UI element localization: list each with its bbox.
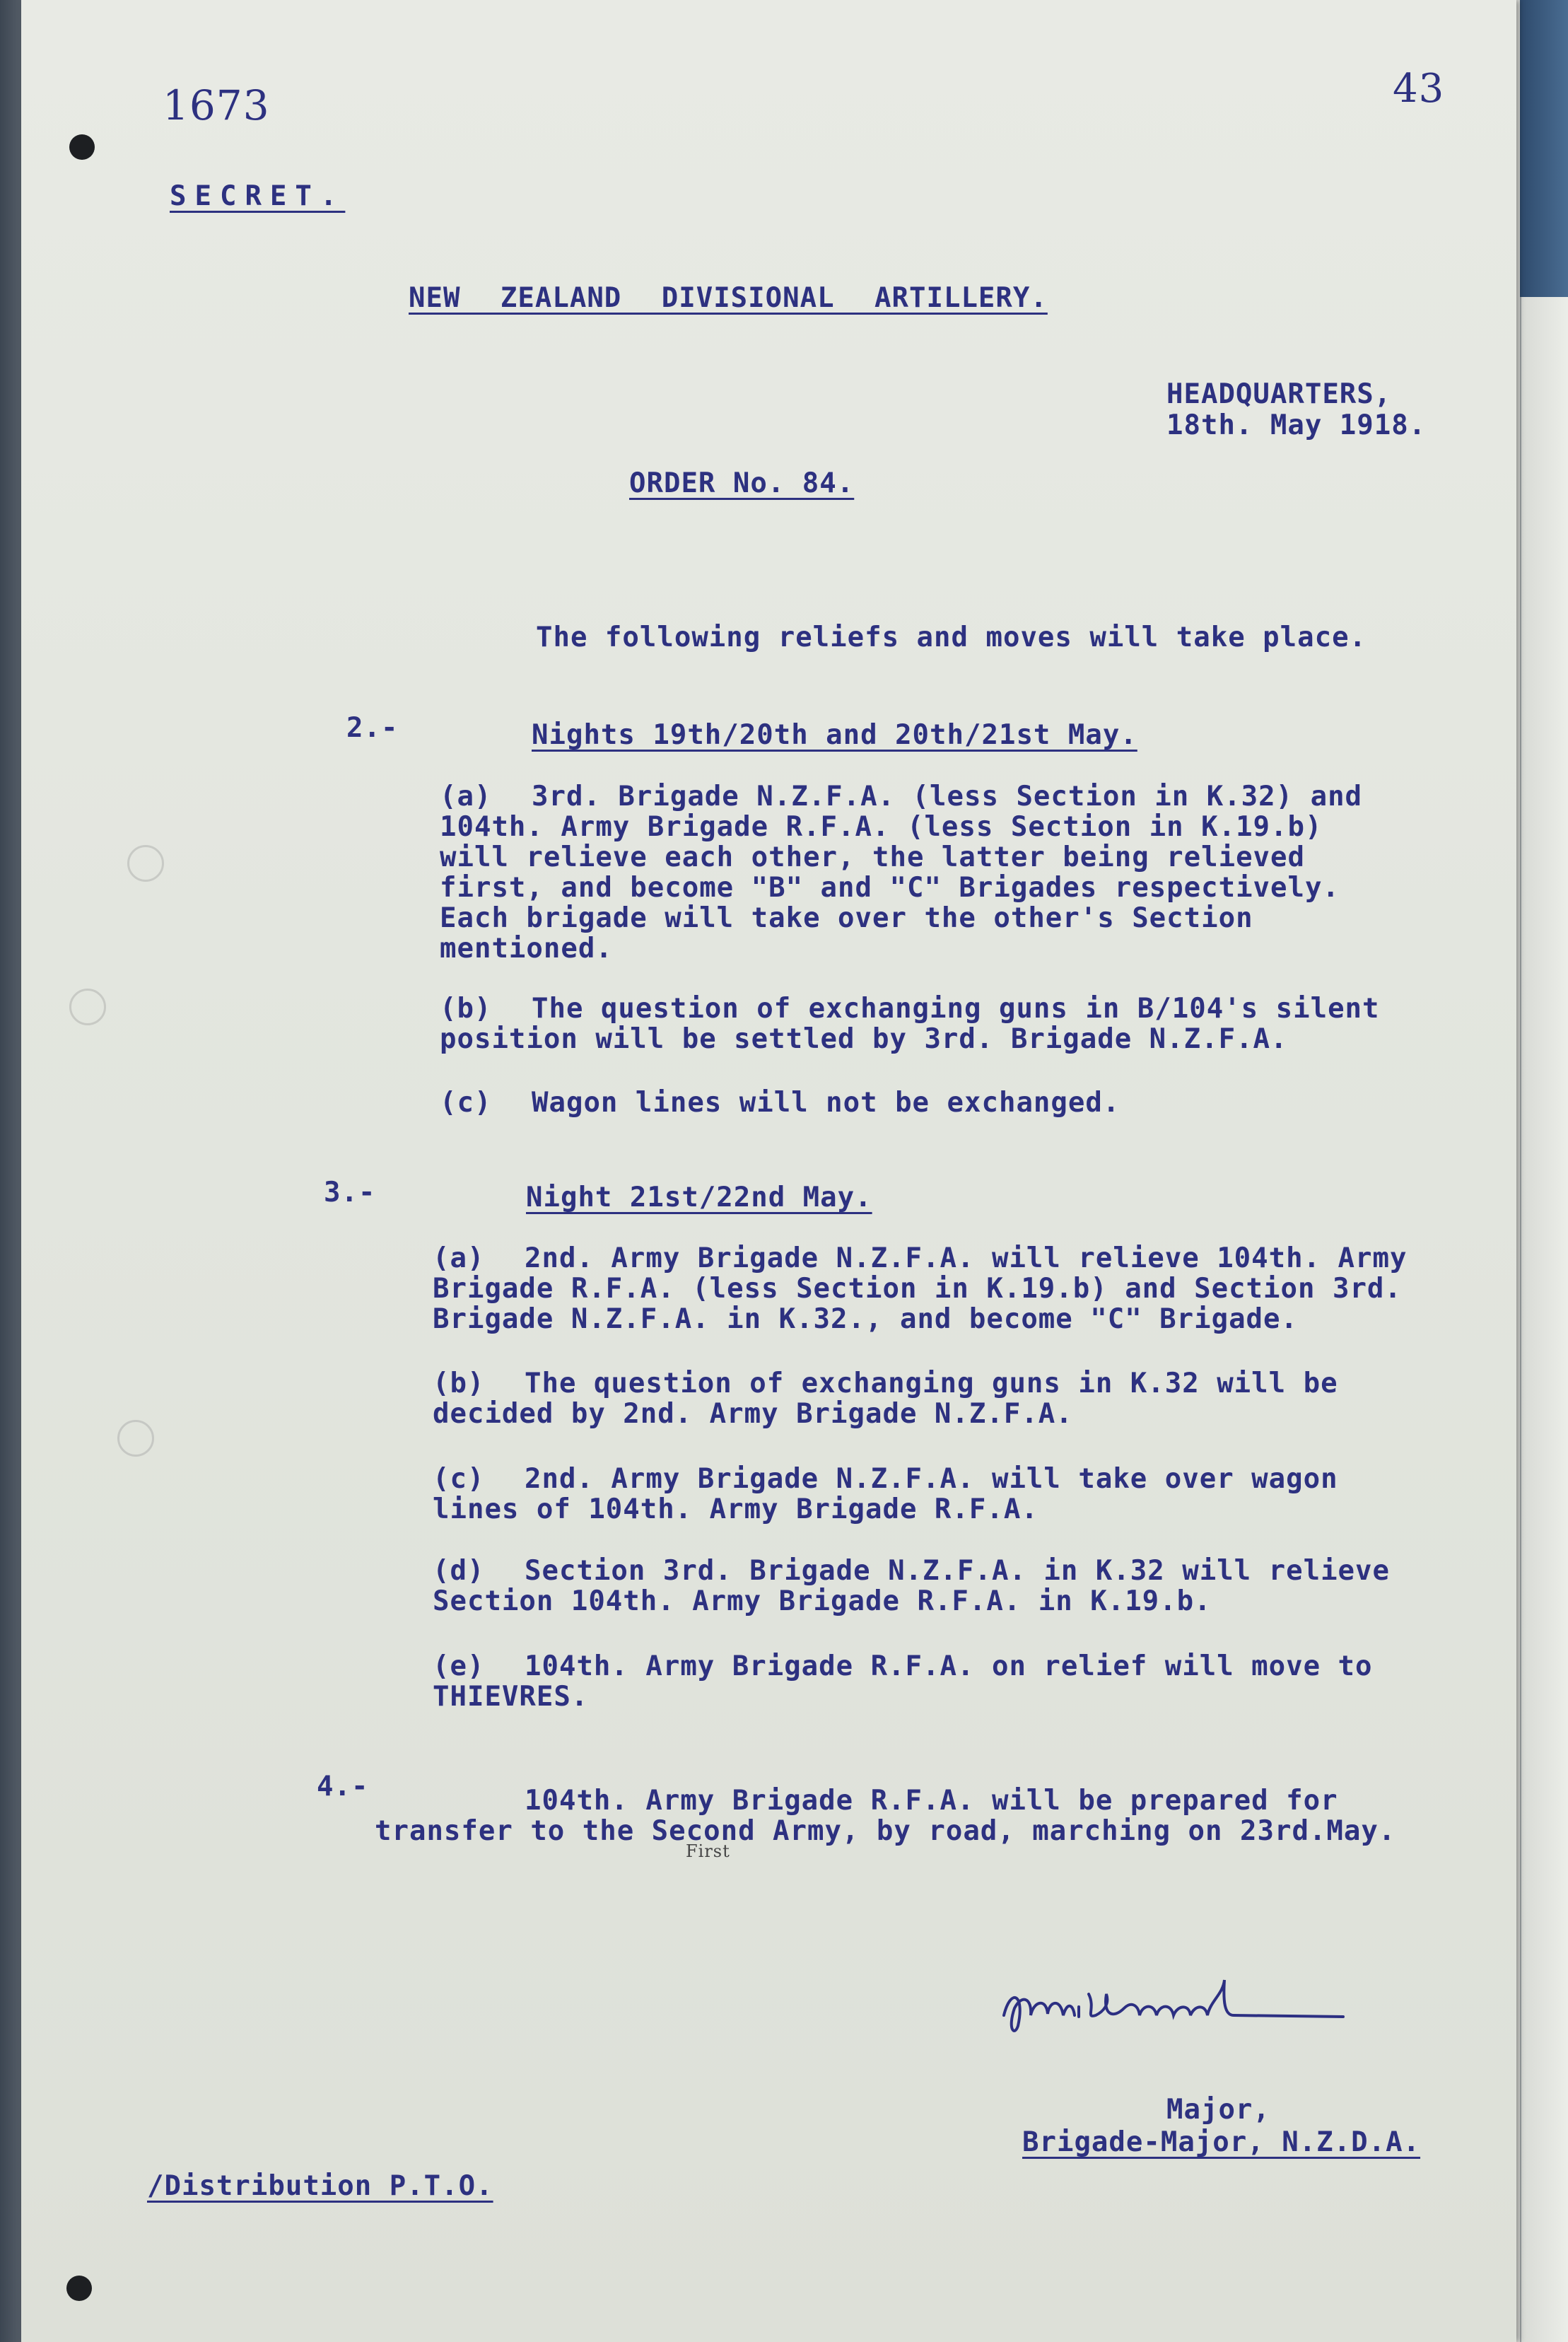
file-number: 1673 [163, 81, 270, 129]
item-text-line: 104th. Army Brigade R.F.A. on relief will move to [525, 1650, 1373, 1682]
item-text-line: 2nd. Army Brigade N.Z.F.A. will relieve 104th. Army [525, 1242, 1408, 1274]
punch-hole-shadow [117, 1420, 154, 1457]
item-text-line: 104th. Army Brigade R.F.A. will be prepared for [525, 1785, 1338, 1817]
unit-heading: NEW ZEALAND DIVISIONAL ARTILLERY. [409, 282, 1048, 314]
back-sheet-lower [1520, 297, 1568, 2342]
item-text-line: Brigade N.Z.F.A. in K.32., and become "C" Brigade. [433, 1303, 1298, 1335]
intro-text: The following reliefs and moves will take place. [536, 622, 1367, 653]
punch-hole [69, 134, 95, 160]
item-text-line: 104th. Army Brigade R.F.A. (less Section in K.19.b) [440, 811, 1323, 843]
item-label: (b) [433, 1368, 485, 1399]
punch-hole [66, 2276, 92, 2301]
section-heading: Nights 19th/20th and 20th/21st May. [532, 719, 1137, 751]
item-text-line: Section 3rd. Brigade N.Z.F.A. in K.32 will relieve [525, 1555, 1390, 1587]
punch-hole-shadow [69, 989, 106, 1025]
page-number: 43 [1393, 66, 1445, 112]
classification: SECRET. [170, 180, 346, 212]
signatory-rank: Major, [1166, 2094, 1270, 2126]
section-number: 4.- [317, 1771, 369, 1802]
footer-distribution: /Distribution P.T.O. [147, 2170, 493, 2202]
hq-date: 18th. May 1918. [1166, 409, 1427, 441]
section-number: 2.- [346, 712, 399, 744]
item-text-line: mentioned. [440, 933, 613, 965]
section-number: 3.- [324, 1177, 376, 1208]
item-text-line: Wagon lines will not be exchanged. [532, 1087, 1121, 1119]
pencil-correction: First [686, 1841, 730, 1861]
item-text-line: The question of exchanging guns in K.32 will be [525, 1368, 1338, 1399]
document-page [21, 0, 1516, 2342]
item-text-line: will relieve each other, the latter being relieved [440, 841, 1305, 873]
item-text-line: transfer to the Second Army, by road, marching on 23rd.May. [375, 1815, 1396, 1847]
item-text-line: The question of exchanging guns in B/104's silent [532, 993, 1380, 1025]
section-heading: Night 21st/22nd May. [526, 1182, 872, 1213]
item-text-line: THIEVRES. [433, 1681, 589, 1713]
signatory-title: Brigade-Major, N.Z.D.A. [1022, 2126, 1421, 2158]
item-label: (c) [433, 1463, 485, 1495]
item-text-line: 3rd. Brigade N.Z.F.A. (less Section in K.32) and [532, 781, 1363, 812]
item-text-line: Each brigade will take over the other's Section [440, 902, 1253, 934]
order-title: ORDER No. 84. [629, 467, 855, 499]
hq-line-1: HEADQUARTERS, [1166, 378, 1392, 410]
item-text-line: Section 104th. Army Brigade R.F.A. in K.19.b. [433, 1585, 1212, 1617]
punch-hole-shadow [127, 845, 164, 882]
item-label: (a) [433, 1242, 485, 1274]
item-text-line: 2nd. Army Brigade N.Z.F.A. will take over wagon [525, 1463, 1338, 1495]
item-label: (a) [440, 781, 492, 812]
item-text-line: lines of 104th. Army Brigade R.F.A. [433, 1493, 1038, 1525]
item-text-line: position will be settled by 3rd. Brigade N.Z.F.A. [440, 1023, 1288, 1055]
item-text-line: Brigade R.F.A. (less Section in K.19.b) and Section 3rd. [433, 1273, 1402, 1305]
item-label: (e) [433, 1650, 485, 1682]
item-text-line: decided by 2nd. Army Brigade N.Z.F.A. [433, 1398, 1073, 1430]
handwritten-signature [990, 1966, 1386, 2044]
item-text-line: first, and become "B" and "C" Brigades respectively. [440, 872, 1340, 904]
item-label: (d) [433, 1555, 485, 1587]
blue-folder-edge [1520, 0, 1568, 297]
item-label: (c) [440, 1087, 492, 1119]
item-label: (b) [440, 993, 492, 1025]
